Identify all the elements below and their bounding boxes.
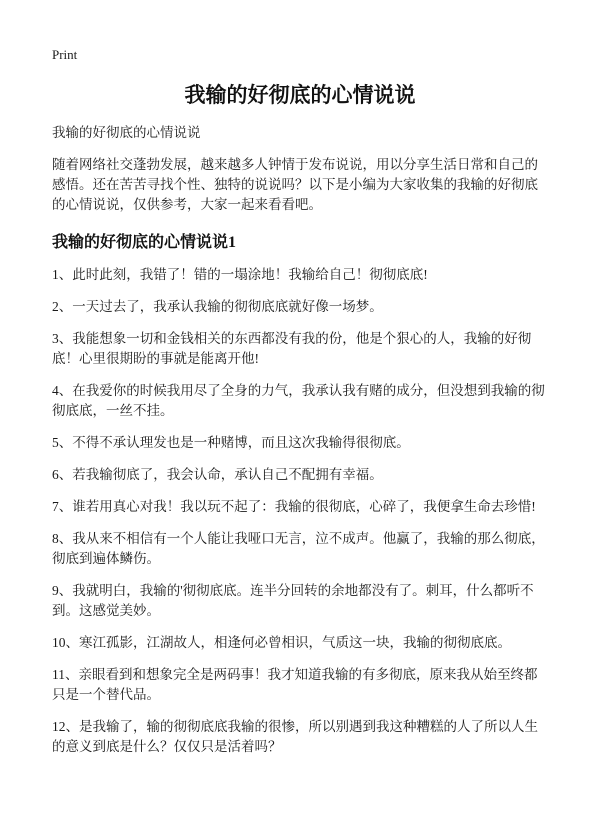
quote-item-8: 8、我从来不相信有一个人能让我哑口无言，泣不成声。他赢了，我输的那么彻底，彻底到遍体鳞伤。	[52, 531, 545, 566]
quote-item-11: 11、亲眼看到和想象完全是两码事！我才知道我输的有多彻底，原来我从始至终都只是一个替代品。	[52, 667, 538, 702]
quote-item-6: 6、若我输彻底了，我会认命，承认自己不配拥有幸福。	[52, 467, 383, 482]
subtitle: 我输的好彻底的心情说说	[52, 125, 201, 140]
quote-item-5: 5、不得不承认理发也是一种赌博，而且这次我输得很彻底。	[52, 435, 410, 450]
quote-item-3: 3、我能想象一切和金钱相关的东西都没有我的份，他是个狠心的人，我输的好彻底！心里很期盼的事就是能离开他!	[52, 331, 532, 366]
quote-item-12: 12、是我输了，输的彻彻底底我输的很惨，所以别遇到我这种糟糕的人了所以人生的意义到底是什么？仅仅只是活着吗？	[52, 719, 538, 754]
quote-item-2: 2、一天过去了，我承认我输的彻彻底底就好像一场梦。	[52, 299, 383, 314]
quote-item-10: 10、寒江孤影，江湖故人，相逢何必曾相识，气质这一块，我输的彻彻底底。	[52, 635, 511, 650]
quote-item-9: 9、我就明白，我输的'彻彻底底。连半分回转的余地都没有了。刺耳，什么都听不到。这感觉美妙。	[52, 583, 534, 618]
section-heading: 我输的好彻底的心情说说1	[52, 234, 237, 251]
quote-item-4: 4、在我爱你的时候我用尽了全身的力气，我承认我有赌的成分，但没想到我输的彻彻底底，一丝不挂。	[52, 383, 545, 418]
page-title: 我输的好彻底的心情说说	[184, 83, 416, 107]
quote-item-7: 7、谁若用真心对我！我以玩不起了：我输的很彻底，心碎了，我便拿生命去珍惜!	[52, 499, 536, 514]
quote-item-1: 1、此时此刻，我错了！错的一塌涂地！我输给自己！彻彻底底!	[52, 267, 428, 282]
print-link[interactable]: Print	[52, 47, 78, 62]
intro-paragraph: 随着网络社交蓬勃发展，越来越多人钟情于发布说说，用以分享生活日常和自己的感悟。还在苦苦寻找个性、独特的说说吗？以下是小编为大家收集的我输的好彻底的心情说说，仅供参考，大家一起来看看吧。	[52, 157, 538, 212]
